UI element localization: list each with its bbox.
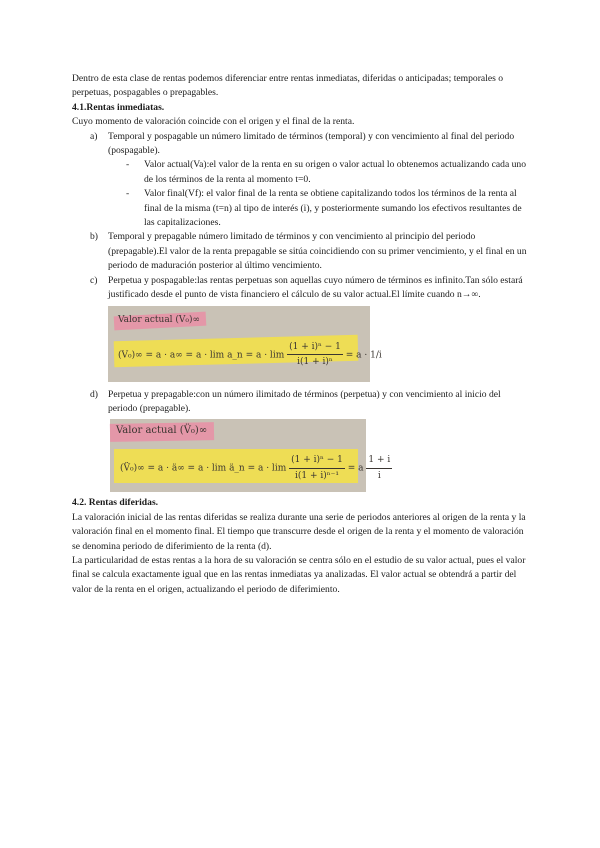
section1-list-end: [72, 388, 532, 417]
sublist-a: [72, 158, 532, 230]
result-denominator: i: [377, 470, 381, 481]
list-item-b: [72, 230, 532, 273]
list-item-a: [72, 130, 532, 159]
formula-perpetua-pospagable: [118, 340, 382, 370]
list-marker: d): [90, 388, 98, 400]
sublist-item-text: Valor final(Vf): el valor final de la renta se obtiene capitalizando todos los términos de la renta al final de la misma (t=n) al tipo de interés (i), y posteriormente sumando los efectivos resultantes de las capitalizaciones.: [144, 188, 522, 229]
formula-photo-perpetua-pospagable: [108, 306, 382, 382]
formula-lhs: (V̈₀)∞ = a · ä∞ = a · lim ä_n = a · lim: [120, 463, 287, 474]
section2-paragraph-2: La particularidad de estas rentas a la hora de su valoración se centra sólo en el estudio de su valor actual, pues el valor final se calcula exactamente igual que en las rentas inmediatas ya analizadas. El valor actual se obtendrá a partir del valor de la renta en el origen, actualizando el periodo de diferimiento.: [72, 554, 526, 595]
formula-rhs: = a · 1/i: [345, 349, 382, 360]
sublist-item-valor-actual: [72, 158, 532, 187]
list-marker: a): [90, 130, 98, 142]
fraction-numerator: (1 + i)ⁿ − 1: [287, 340, 343, 355]
formula-rhs-prefix: = a: [347, 463, 364, 474]
formula-perpetua-prepagable: [120, 453, 392, 483]
list-item-text: Perpetua y pospagable:las rentas perpetuas son aquellas cuyo número de términos es infinito.Tan sólo estará justificado desde el punto de vista financiero el cálculo de su valor actual.El límite cuando n→∞.: [108, 274, 523, 301]
result-numerator: 1 + i: [366, 453, 392, 468]
section1-list: [72, 130, 532, 159]
fraction-denominator: i(1 + i)ⁿ⁻¹: [294, 470, 340, 481]
formula-photo-perpetua-prepagable: [110, 419, 391, 492]
formula-result-fraction: [366, 453, 392, 483]
dash-marker: -: [126, 188, 130, 200]
section2-paragraph-1: La valoración inicial de las rentas diferidas se realiza durante una serie de periodos anteriores al origen de la renta y la valoración final en el momento final. El tiempo que transcurre desde el origen de la renta y el momento de valoración se denomina periodo de diferimiento de la renta (d).: [72, 511, 526, 552]
list-item-c: [72, 274, 532, 303]
list-marker: b): [90, 231, 98, 243]
list-item-text: Temporal y pospagable un número limitado de términos (temporal) y con vencimiento al final del periodo (pospagable).: [108, 130, 515, 157]
list-item-d: [72, 388, 532, 417]
document-page: [72, 72, 532, 597]
formula-fraction: [289, 453, 345, 483]
sublist-item-valor-final: [72, 187, 532, 230]
section1-list-cont: [72, 230, 532, 302]
list-marker: c): [90, 274, 98, 286]
list-item-text: Temporal y prepagable número limitado de términos y con vencimiento al principio del periodo (prepagable).El valor de la renta prepagable se sitúa coincidiendo con su primer vencimiento, y el final en un periodo de maduración posterior al último vencimiento.: [108, 231, 527, 272]
fraction-numerator: (1 + i)ⁿ − 1: [289, 453, 345, 468]
formula-lhs: (V₀)∞ = a · a∞ = a · lim a_n = a · lim: [118, 349, 285, 360]
section2-heading: 4.2. Rentas diferidas.: [72, 497, 159, 509]
formula-fraction: [287, 340, 343, 370]
section1-heading: 4.1.Rentas inmediatas.: [72, 101, 165, 113]
intro-paragraph: Dentro de esta clase de rentas podemos diferenciar entre rentas inmediatas, diferidas o anticipadas; temporales o perpetuas, pospagables o prepagables.: [72, 73, 504, 99]
list-item-text: Perpetua y prepagable:con un número ilimitado de términos (perpetua) y con vencimiento al inicio del periodo (prepagable).: [108, 388, 501, 414]
photo-label: Valor actual (V̈₀)∞: [116, 425, 208, 437]
photo-label: Valor actual (V₀)∞: [118, 314, 201, 325]
dash-marker: -: [126, 159, 130, 171]
fraction-denominator: i(1 + i)ⁿ: [297, 356, 333, 367]
sublist-item-text: Valor actual(Va):el valor de la renta en su origen o valor actual lo obtenemos actualizando cada uno de los términos de la renta al momento t=0.: [144, 159, 526, 185]
section1-lead: Cuyo momento de valoración coincide con el origen y el final de la renta.: [72, 116, 355, 128]
